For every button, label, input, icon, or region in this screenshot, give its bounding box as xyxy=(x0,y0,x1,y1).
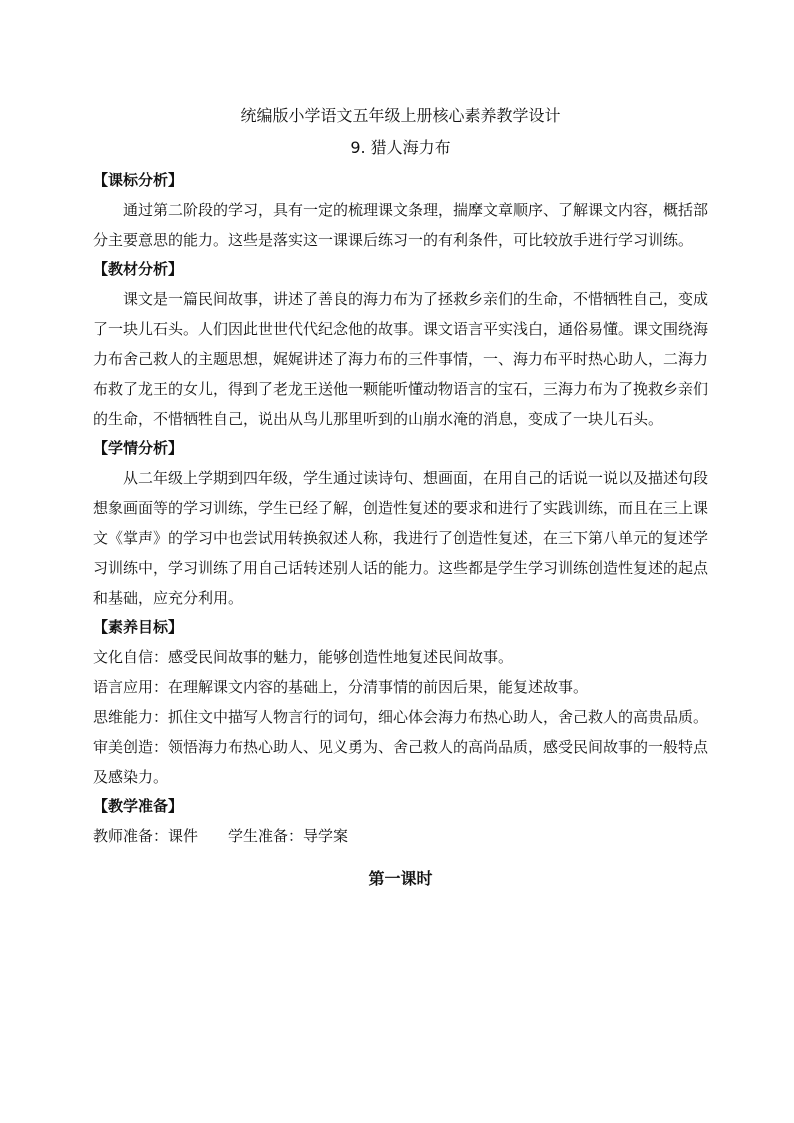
student-analysis-paragraph: 从二年级上学期到四年级，学生通过读诗句、想画面，在用自己的话说一说以及描述句段想象画面等的学习训练，学生已经了解，创造性复述的要求和进行了实践训练，而且在三上课文《掌声》的学习中也尝试用转换叙述人称，我进行了创造性复述，在三下第八单元的复述学习训练中，学习训练了用自己话转述别人话的能力。这些都是学生学习训练创造性复述的起点和基础，应充分利用。 xyxy=(93,469,709,607)
teaching-preparation-line: 教师准备：课件 学生准备：导学案 xyxy=(93,827,349,845)
lesson-title: 9. 猎人海力布 xyxy=(350,138,451,157)
teaching-preparation-heading: 【教学准备】 xyxy=(93,797,184,815)
student-analysis-section xyxy=(93,434,708,613)
curriculum-analysis-heading: 【课标分析】 xyxy=(93,171,184,189)
literacy-goals-heading: 【素养目标】 xyxy=(93,618,184,636)
textbook-analysis-paragraph: 课文是一篇民间故事，讲述了善良的海力布为了拯救乡亲们的生命，不惜牺牲自己，变成了一块儿石头。人们因此世世代代纪念他的故事。课文语言平实浅白，通俗易懂。课文围绕海力布舍己救人的主题思想，娓娓讲述了海力布的三件事情，一、海力布平时热心助人，二海力布救了龙王的女儿，得到了老龙王送他一颗能听懂动物语言的宝石，三海力布为了挽救乡亲们的生命，不惜牺牲自己，说出从鸟儿那里听到的山崩水淹的消息，变成了一块儿石头。 xyxy=(93,290,709,428)
document-content xyxy=(93,100,708,895)
literacy-goals-section xyxy=(93,613,708,792)
teaching-preparation-section xyxy=(93,792,708,851)
curriculum-analysis-section xyxy=(93,166,708,255)
goal-item-cultural-confidence: 文化自信：感受民间故事的魅力，能够创造性地复述民间故事。 xyxy=(93,648,514,666)
student-analysis-heading: 【学情分析】 xyxy=(93,439,184,457)
textbook-analysis-heading: 【教材分析】 xyxy=(93,260,184,278)
curriculum-analysis-paragraph: 通过第二阶段的学习，具有一定的梳理课文条理，揣摩文章顺序、了解课文内容，概括部分主要意思的能力。这些是落实这一课课后练习一的有利条件，可比较放手进行学习训练。 xyxy=(93,201,709,249)
session-title: 第一课时 xyxy=(368,869,433,888)
goal-item-thinking-ability: 思维能力：抓住文中描写人物言行的词句，细心体会海力布热心助人，舍己救人的高贵品质。 xyxy=(93,708,709,726)
document-title: 统编版小学语文五年级上册核心素养教学设计 xyxy=(240,106,561,125)
goal-item-aesthetic-creation: 审美创造：领悟海力布热心助人、见义勇为、舍己救人的高尚品质，感受民间故事的一般特点及感染力。 xyxy=(93,738,709,786)
textbook-analysis-section xyxy=(93,255,708,434)
goal-item-language-application: 语言应用：在理解课文内容的基础上，分清事情的前因后果，能复述故事。 xyxy=(93,678,589,696)
